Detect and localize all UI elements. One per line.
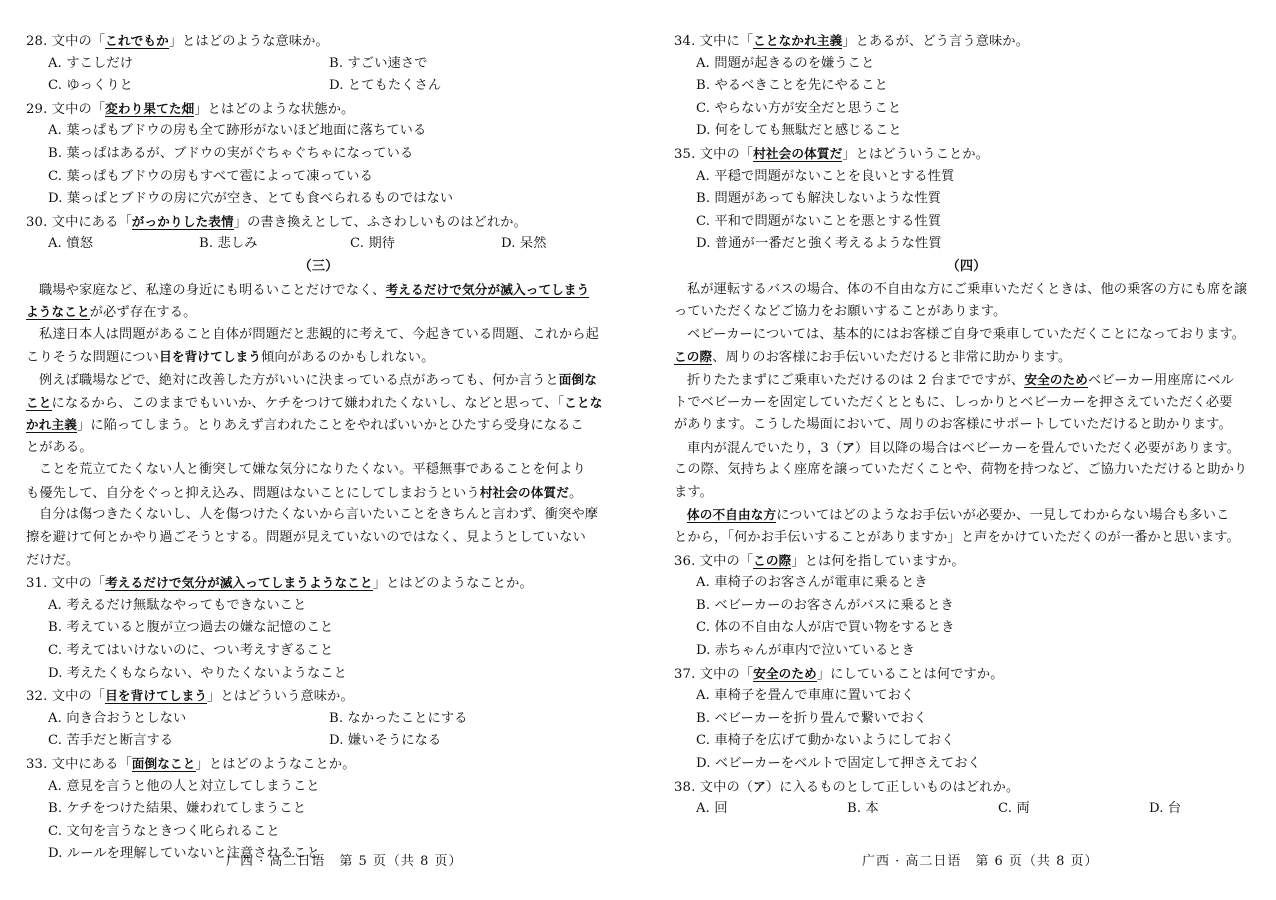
- question-38: 38. 文中の（ア）に入るものとして正しいものはどれか。: [674, 778, 1020, 795]
- option-b: B. すごい速さで: [329, 55, 428, 71]
- option-c: C. ゆっくりと: [48, 78, 134, 94]
- option-b: B. ベビーカーを折り畳んで繋いでおく: [696, 710, 928, 726]
- option-a: A. 考えるだけ無駄なやってもできないこと: [48, 597, 307, 613]
- question-28: 28. 文中の「これでもか」とはどのような意味か。: [26, 33, 329, 49]
- option-d: D. ベビーカーをベルトで固定して押さえておく: [696, 756, 981, 771]
- passage-line: 車内が混んでいたり，3（ア）目以降の場合はベビーカーを畳んでいただく必要があります。: [687, 439, 1240, 456]
- left-page: [26, 30, 611, 866]
- option-b: B. なかったことにする: [329, 710, 468, 726]
- question-30: 30. 文中にある「がっかりした表情」の書き換えとして、ふさわしいものはどれか。: [26, 213, 527, 230]
- section-title-4: （四）: [946, 258, 987, 274]
- question-36: 36. 文中の「この際」とは何を指していますか。: [674, 552, 965, 569]
- options-28-row2: [26, 75, 611, 98]
- option-c: C. 期待: [350, 236, 396, 252]
- option-d: D. 嫌いそうになる: [329, 733, 442, 749]
- passage-line: 擦を避けて何とかやり過ごそうとする。問題が見えていないのではなく、見ようとしていない: [26, 530, 586, 546]
- passage-line: 自分は傷つきたくないし、人を傷つけたくないから言いたいことをきちんと言わず、衝突や摩: [39, 507, 599, 523]
- option-b: B. ベビーカーのお客さんがバスに乗るとき: [696, 597, 954, 613]
- option-d: D. 普通が一番だと強く考えるような性質: [696, 236, 942, 252]
- option-a: A. 憤怒: [48, 236, 94, 252]
- options-30: [26, 233, 611, 256]
- option-d: D. とてもたくさん: [329, 78, 442, 94]
- question-37: 37. 文中の「安全のため」にしていることは何ですか。: [674, 665, 1004, 682]
- option-a: A. 意見を言うと他の人と対立してしまうこと: [48, 778, 320, 794]
- passage-line: とから，「何かお手伝いすることがありますか」と声をかけていただくのが一番かと思います。: [674, 530, 1240, 546]
- option-c: C. 両: [998, 801, 1030, 817]
- option-d: D. 考えたくもならない、やりたくないようなこと: [48, 665, 348, 681]
- option-a: A. 車椅子を畳んで車庫に置いておく: [696, 688, 915, 704]
- option-a: A. 回: [696, 801, 728, 817]
- option-a: A. 葉っぱもブドウの房も全て跡形がないほど地面に落ちている: [48, 123, 427, 139]
- question-34: 34. 文中に「ことなかれ主義」とあるが、どう言う意味か。: [674, 33, 1030, 49]
- right-page: [674, 30, 1259, 821]
- passage-line: ベビーカーについては、基本的にはお客様ご自身で乗車していただくことになっております。: [687, 326, 1246, 342]
- passage-line: 私が運転するバスの場合、体の不自由な方にご乗車いただくときは、他の乗客の方にも席を譲: [687, 281, 1248, 297]
- option-d: D. 呆然: [501, 236, 547, 252]
- options-38: [674, 798, 1259, 821]
- option-c: C. 苦手だと断言する: [48, 733, 174, 749]
- option-c: C. 考えてはいけないのに、つい考えすぎること: [48, 643, 334, 659]
- option-b: B. 問題があっても解決しないような性質: [696, 191, 942, 207]
- passage-line: だけだ。: [26, 552, 80, 568]
- passage-line: この際、気持ちよく座席を譲っていただくことや、荷物を持つなど、ご協力いただけると助かり: [674, 462, 1248, 478]
- section-title-3: （三）: [298, 258, 339, 274]
- passage-line: 私達日本人は問題があること自体が問題だと悲観的に考えて、今起きている問題、これから起: [39, 326, 599, 342]
- options-32-row2: [26, 730, 611, 753]
- passage-line: 例えば職場などで、絶対に改善した方がいいに決まっている点があっても、何か言うと面倒な: [39, 371, 597, 388]
- passage-line: かれ主義」に陥ってしまう。とりあえず言われたことをやればいいかとひたすら受身になるこ: [26, 417, 584, 434]
- passage-line: こりそうな問題につい目を背けてしまう傾向があるのかもしれない。: [26, 349, 435, 366]
- passage-line: 体の不自由な方についてはどのようなお手伝いが必要か、一見してわからない場合も多いこ: [687, 507, 1230, 524]
- passage-line: も優先して、自分をぐっと抑え込み、問題はないことにしてしまおうという村社会の体質だ。: [26, 484, 583, 501]
- option-a: A. すこしだけ: [48, 55, 134, 71]
- passage-line: ことを荒立てたくない人と衝突して嫌な気分になりたくない。平穏無事であることを何より: [39, 462, 586, 478]
- option-c: C. 車椅子を広げて動かないようにしておく: [696, 733, 955, 749]
- option-a: A. 向き合おうとしない: [48, 710, 187, 726]
- question-31: 31. 文中の「考えるだけで気分が滅入ってしまうようなこと」とはどのようなことか。: [26, 575, 533, 592]
- option-c: C. 文句を言うなときつく叱られること: [48, 823, 280, 839]
- question-32: 32. 文中の「目を背けてしまう」とはどういう意味か。: [26, 688, 354, 705]
- options-32-row1: [26, 708, 611, 731]
- option-b: B. 悲しみ: [199, 236, 258, 252]
- option-b: B. ケチをつけた結果、嫌われてしまうこと: [48, 801, 307, 817]
- page-footer-left: 广西 · 高二日语 第 5 页（共 8 页）: [226, 854, 463, 869]
- passage-line: 職場や家庭など、私達の身近にも明るいことだけでなく、考えるだけで気分が滅入ってしまう: [39, 281, 590, 298]
- passage-line: があります。こうした場面において、周りのお客様にサポートしていただけると助かります。: [674, 417, 1232, 433]
- passage-line: この際、周りのお客様にお手伝いいただけると非常に助かります。: [674, 349, 1072, 366]
- passage-line: ようなことが必ず存在する。: [26, 304, 197, 321]
- option-c: C. やらない方が安全だと思うこと: [696, 100, 902, 116]
- option-c: C. 体の不自由な人が店で買い物をするとき: [696, 620, 955, 636]
- option-b: B. 葉っぱはあるが、ブドウの実がぐちゃぐちゃになっている: [48, 145, 414, 161]
- passage-line: トでベビーカーを固定していただくとともに、しっかりとベビーカーを押さえていただく必要: [674, 394, 1233, 410]
- option-b: B. やるべきことを先にやること: [696, 78, 888, 94]
- passage-line: ます。: [674, 484, 713, 500]
- option-c: C. 平和で問題がないことを悪とする性質: [696, 213, 942, 229]
- option-a: A. 車椅子のお客さんが電車に乗るとき: [696, 575, 928, 591]
- option-d: D. 台: [1149, 801, 1182, 817]
- question-33: 33. 文中にある「面倒なこと」とはどのようなことか。: [26, 756, 356, 772]
- option-a: A. 問題が起きるのを嫌うこと: [696, 55, 875, 71]
- option-b: B. 考えていると腹が立つ過去の嫌な記憶のこと: [48, 620, 334, 636]
- question-35: 35. 文中の「村社会の体質だ」とはどういうことか。: [674, 145, 990, 162]
- option-a: A. 平穏で問題がないことを良いとする性質: [696, 168, 955, 184]
- option-c: C. 葉っぱもブドウの房もすべて雹によって凍っている: [48, 168, 373, 184]
- options-28-row1: [26, 53, 611, 76]
- passage-line: ことになるから、このままでもいいか、ケチをつけて嫌われたくないし、などと思って、「ことな: [26, 394, 603, 411]
- passage-line: 折りたたまずにご乗車いただけるのは 2 台までですが、安全のためベビーカー用座席にベル: [687, 371, 1234, 388]
- option-d: D. 葉っぱとブドウの房に穴が空き、とても食べられるものではない: [48, 191, 454, 207]
- passage-line: とがある。: [26, 439, 93, 455]
- option-d: D. 何をしても無駄だと感じること: [696, 123, 902, 139]
- option-d: D. 赤ちゃんが車内で泣いているとき: [696, 643, 915, 659]
- option-d: D. ルールを理解していないと注意されること: [48, 846, 321, 862]
- option-b: B. 本: [847, 801, 879, 817]
- page-footer-right: 广西 · 高二日语 第 6 页（共 8 页）: [862, 854, 1099, 869]
- passage-line: っていただくなどご協力をお願いすることがあります。: [674, 304, 1007, 320]
- question-29: 29. 文中の「変わり果てた畑」とはどのような状態か。: [26, 100, 355, 117]
